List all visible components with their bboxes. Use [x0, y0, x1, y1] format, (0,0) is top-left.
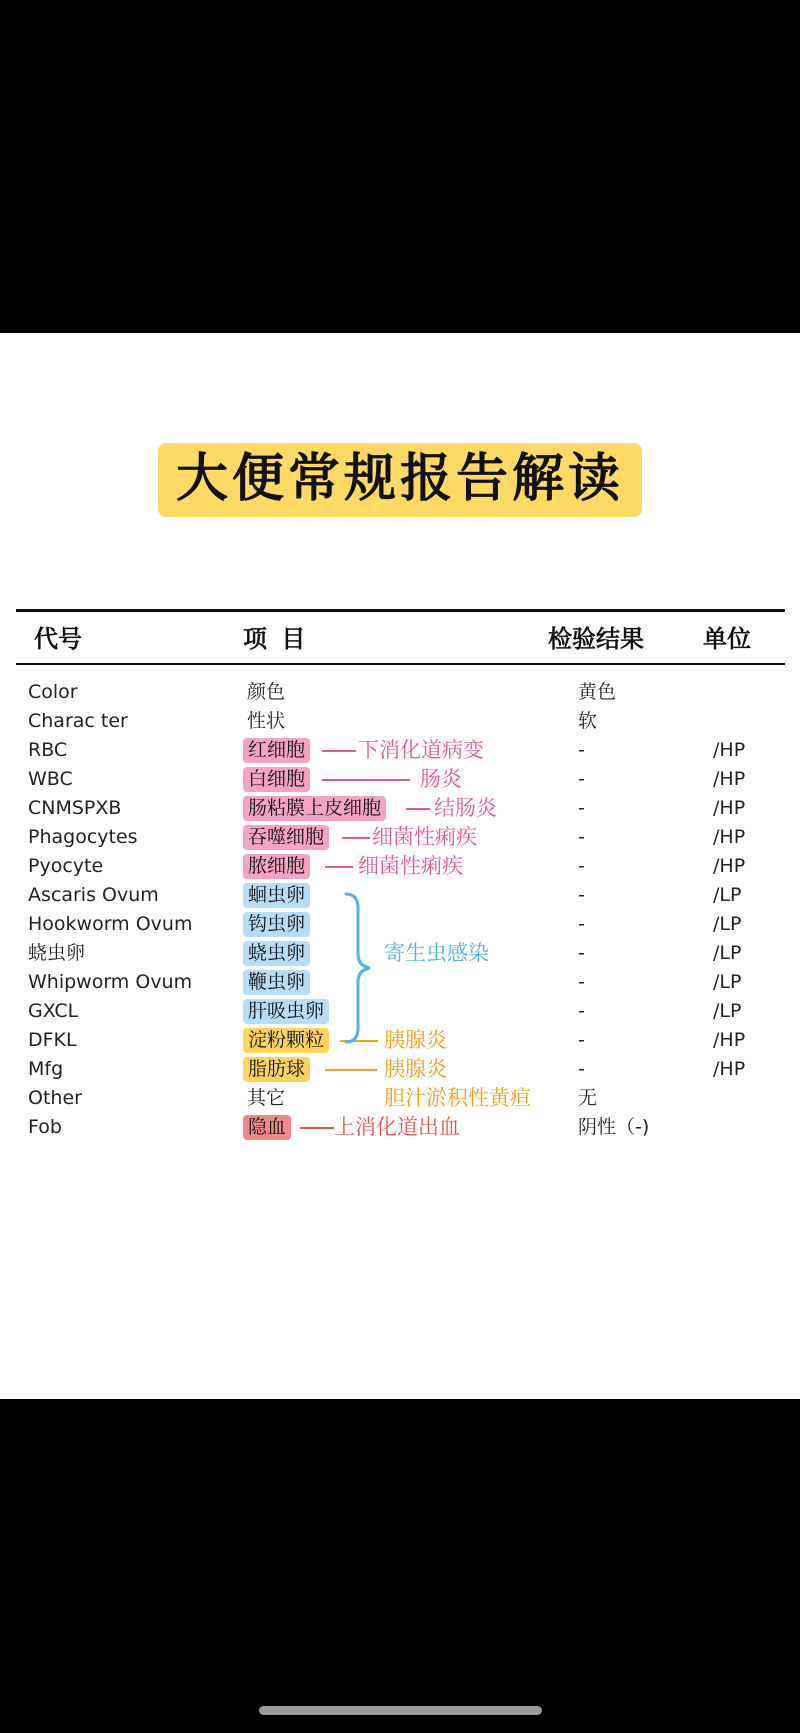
header-item: 项 目	[243, 625, 309, 653]
table-row	[0, 736, 800, 765]
table-row	[0, 881, 800, 910]
connector-line	[342, 837, 370, 839]
row-code: DFKL	[28, 1029, 77, 1051]
row-unit: /HP	[713, 1058, 746, 1080]
row-code: WBC	[28, 768, 73, 790]
table-row	[0, 1113, 800, 1142]
row-result: -	[578, 768, 585, 790]
row-note: 上消化道出血	[334, 1115, 460, 1139]
row-code: Fob	[28, 1116, 62, 1138]
row-code: RBC	[28, 739, 68, 761]
table-row	[0, 939, 800, 968]
row-item-highlight: 白细胞	[243, 767, 310, 792]
row-unit: /HP	[713, 797, 746, 819]
table-row	[0, 1084, 800, 1113]
row-code: Charac ter	[28, 710, 128, 732]
connector-line	[325, 1069, 377, 1071]
table-row	[0, 794, 800, 823]
row-unit: /HP	[713, 826, 746, 848]
connector-line	[406, 808, 430, 810]
row-result: -	[578, 1029, 585, 1051]
row-code: Phagocytes	[28, 826, 138, 848]
parasite-note: 寄生虫感染	[384, 941, 489, 965]
row-result: 阴性（-)	[578, 1116, 650, 1138]
header-result: 检验结果	[548, 625, 644, 653]
row-item-highlight: 脂肪球	[243, 1057, 310, 1082]
row-item-highlight: 肝吸虫卵	[243, 999, 329, 1024]
row-note: 细菌性痢疾	[358, 854, 463, 878]
row-code: Hookworm Ovum	[28, 913, 193, 935]
row-item-highlight: 红细胞	[243, 738, 310, 763]
row-result: -	[578, 1000, 585, 1022]
row-item: 其它	[247, 1087, 286, 1109]
row-item-highlight: 隐血	[243, 1115, 291, 1140]
table-row	[0, 997, 800, 1026]
header-rule	[16, 663, 785, 665]
row-result: -	[578, 797, 585, 819]
table-row	[0, 765, 800, 794]
row-item-highlight: 钩虫卵	[243, 912, 310, 937]
row-result: 软	[578, 710, 598, 732]
row-note: 胰腺炎	[384, 1028, 447, 1052]
home-indicator[interactable]	[259, 1706, 542, 1715]
row-result: -	[578, 855, 585, 877]
row-code: Ascaris Ovum	[28, 884, 159, 906]
connector-line	[300, 1127, 334, 1129]
parasite-brace	[340, 888, 380, 1048]
row-note: 下消化道病变	[358, 738, 484, 762]
header-unit: 单位	[703, 625, 751, 653]
row-code: GXCL	[28, 1000, 79, 1022]
page-title: 大便常规报告解读	[158, 443, 642, 517]
table-row	[0, 707, 800, 736]
row-item-highlight: 脓细胞	[243, 854, 310, 879]
row-item-highlight: 淀粉颗粒	[243, 1028, 329, 1053]
row-result: -	[578, 739, 585, 761]
row-item-highlight: 鞭虫卵	[243, 970, 310, 995]
row-note: 肠炎	[420, 767, 462, 791]
row-unit: /LP	[713, 913, 742, 935]
table-row	[0, 910, 800, 939]
row-unit: /LP	[713, 942, 742, 964]
row-unit: /HP	[713, 855, 746, 877]
table-top-rule	[16, 609, 785, 612]
table-row	[0, 968, 800, 997]
table-row	[0, 823, 800, 852]
row-result: 无	[578, 1087, 598, 1109]
row-code: CNMSPXB	[28, 797, 122, 819]
row-result: -	[578, 1058, 585, 1080]
row-unit: /LP	[713, 1000, 742, 1022]
row-unit: /HP	[713, 768, 746, 790]
row-unit: /LP	[713, 884, 742, 906]
row-code: Whipworm Ovum	[28, 971, 193, 993]
table-row	[0, 1055, 800, 1084]
row-item-highlight: 吞噬细胞	[243, 825, 329, 850]
row-code: Mfg	[28, 1058, 64, 1080]
row-code: Color	[28, 681, 78, 703]
row-result: -	[578, 826, 585, 848]
table-row	[0, 678, 800, 707]
table-row	[0, 1026, 800, 1055]
title-banner	[0, 443, 800, 517]
row-item: 性状	[247, 710, 286, 732]
row-item: 颜色	[247, 681, 286, 703]
row-code: 蛲虫卵	[28, 942, 86, 964]
connector-line	[325, 866, 353, 868]
row-code: Pyocyte	[28, 855, 104, 877]
row-note: 胰腺炎	[384, 1057, 447, 1081]
row-unit: /LP	[713, 971, 742, 993]
connector-line	[322, 750, 356, 752]
header-code: 代号	[34, 625, 82, 653]
row-note: 结肠炎	[434, 796, 497, 820]
connector-line	[322, 779, 410, 781]
row-result: 黄色	[578, 681, 617, 703]
row-result: -	[578, 971, 585, 993]
report-page	[0, 333, 800, 1399]
row-result: -	[578, 942, 585, 964]
row-note: 细菌性痢疾	[372, 825, 477, 849]
row-note: 胆汁淤积性黄疸	[384, 1086, 531, 1110]
row-item-highlight: 蛔虫卵	[243, 883, 310, 908]
row-item-highlight: 蛲虫卵	[243, 941, 310, 966]
row-result: -	[578, 884, 585, 906]
row-result: -	[578, 913, 585, 935]
row-item-highlight: 肠粘膜上皮细胞	[243, 796, 386, 821]
row-unit: /HP	[713, 1029, 746, 1051]
row-unit: /HP	[713, 739, 746, 761]
row-code: Other	[28, 1087, 82, 1109]
table-row	[0, 852, 800, 881]
